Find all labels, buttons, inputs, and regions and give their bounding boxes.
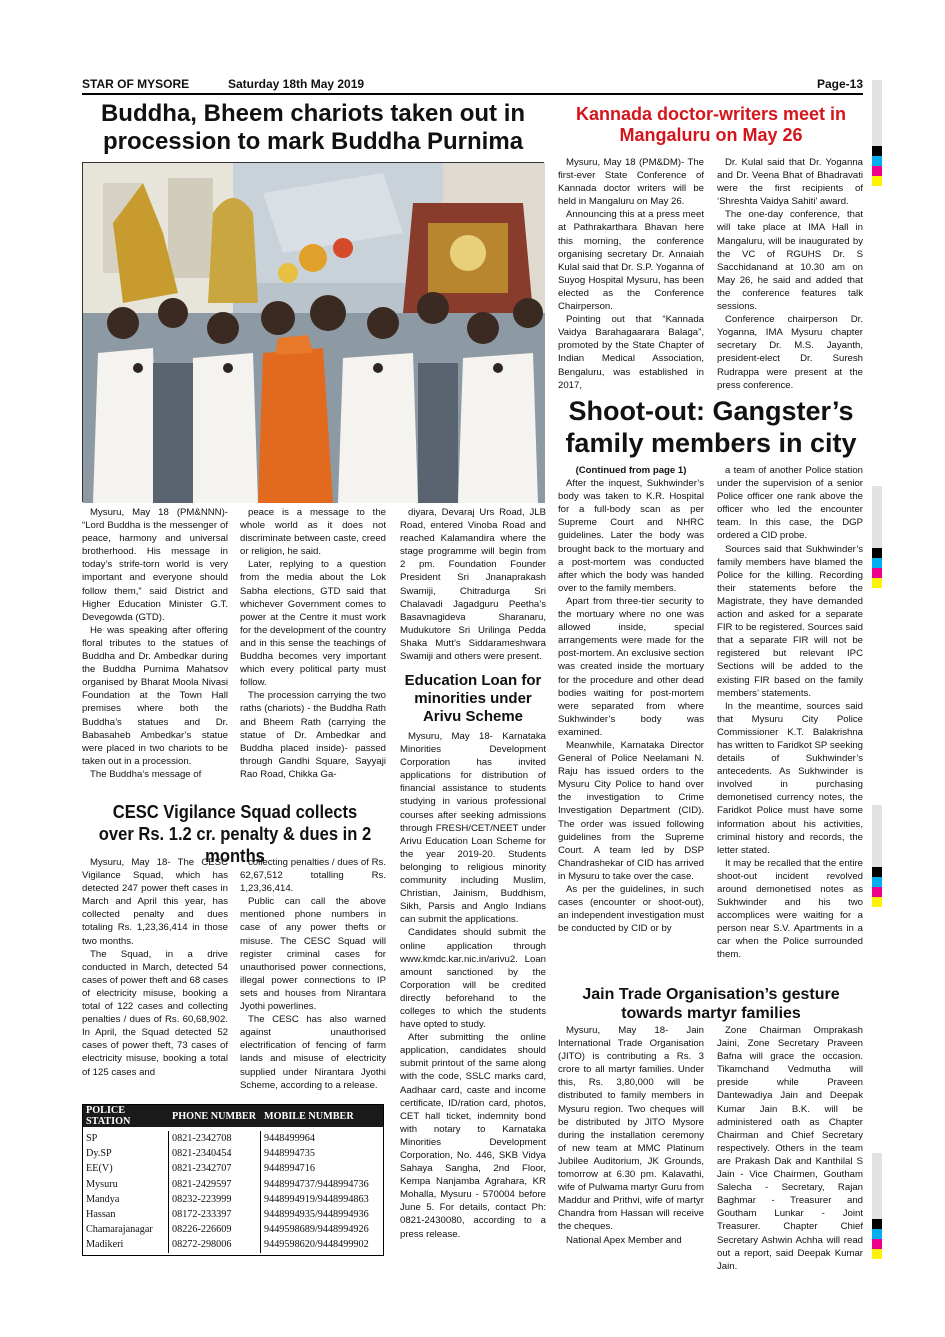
police-contact-table — [82, 1104, 384, 1256]
table-header-row — [83, 1105, 383, 1127]
table-body — [83, 1127, 383, 1253]
paragraph: The CESC has also warned against unauthorised electrification of fencing of farm lands and misuse of electricity supplied under Nirantara Jyothi Scheme, according to a release. — [240, 1014, 386, 1091]
registration-marks — [872, 146, 882, 186]
registration-tint-strip — [872, 486, 882, 548]
buddha-column-3 — [400, 506, 546, 670]
registration-marks — [872, 1219, 882, 1259]
paragraph: Later, replying to a question from the media about the Lok Sabha elections, GTD said that whichever Government comes to power at the Centre it must work for the development of the country and in this sense the teachings of Buddha becomes very important which every political party must follow. — [240, 559, 386, 689]
paragraph: Announcing this at a press meet at Pathrakarthara Bhavan here this morning, the conference organising secretary Dr. Annaiah Kulal said that Dr. S.P. Yoganna of Suyog Hospital Mysuru, has been elected as the Conference Chairperson. — [558, 209, 704, 313]
registration-tint-strip — [872, 805, 882, 867]
table-cell: Mysuru — [83, 1177, 169, 1192]
table-row — [83, 1207, 383, 1222]
table-cell: 9449598689/9448994926 — [264, 1224, 369, 1236]
table-row — [83, 1222, 383, 1237]
education-headline: Education Loan for minorities under Arivu Scheme — [404, 672, 542, 725]
registration-black — [872, 1219, 882, 1229]
table-cell: 0821-2342707 — [169, 1161, 261, 1176]
registration-magenta — [872, 1239, 882, 1249]
registration-yellow — [872, 578, 882, 588]
registration-marks — [872, 548, 882, 588]
jain-column-1 — [558, 1024, 704, 1266]
table-header-cell: POLICE STATION — [86, 1105, 131, 1127]
buddha-headline: Buddha, Bheem chariots taken out in procession to mark Buddha Purnima — [100, 100, 526, 156]
shootout-column-2 — [717, 464, 863, 984]
jain-headline: Jain Trade Organisation’s gesture towards martyr families — [582, 986, 840, 1023]
paragraph: diyara, Devaraj Urs Road, JLB Road, entered Vinoba Road and reached Kalamandira where the stage programme will begin from 2 pm. Foundation Founder President Sri Jnanaprakash Swamiji, Chitradurga Sri Chalavadi Jagadguru Peetha’s Basavnagideva Sharanaru, Mudukutore Sri Urilinga Pedda Shaka Mutt’s Siddarameshwara Swamiji and others were present. — [400, 507, 546, 663]
table-cell: 9449598620/9448499902 — [264, 1239, 369, 1251]
table-cell: 9448994737/9448994736 — [264, 1178, 369, 1190]
registration-yellow — [872, 1249, 882, 1259]
page-header — [82, 77, 863, 95]
paragraph: Apart from three-tier security to the mortuary where no one was allowed inside, special arrangements were made for the post-mortem. An exclusive section was created inside the mortuary for the procedure and other dead bodies waiting for post-mortem were separated from where Sukhwinder’s body was examined. — [558, 595, 704, 738]
procession-photo — [82, 162, 544, 502]
paragraph: Candidates should submit the online application through www.kmdc.kar.nic.in/arivu2. Loan amount sanctioned by the Corporation will be credited directly beforehand to the colleges to which the students have opted to study. — [400, 927, 546, 1031]
jain-column-2 — [717, 1024, 863, 1272]
kannada-headline: Kannada doctor-writers meet in Mangaluru on May 26 — [575, 104, 847, 146]
paragraph: It may be recalled that the entire shoot-out incident revolved around demonetised notes as Sukhwinder and his two accomplices were waiting for a person near S.V. Apartments in a car when the Police surrounded them. — [717, 857, 863, 961]
table-cell: Madikeri — [83, 1237, 169, 1252]
cesc-column-2 — [240, 856, 386, 1096]
paragraph: After submitting the online application, candidates should submit printout of the same along with the code, SSLC marks card, Aadhaar card, caste and income certificate, ID/ration card, photos, CET hall ticket, indemnity bond with notary to Karnataka Minorities Development Corporation, No. 446, SKB Vidya Sahaya Sangha, 2nd Floor, Kempa Nanjamba Agrahara, KR Mohalla, Mysuru - 570004 before June 5. For details, contact Ph: 0821-2430080, according to a press release. — [400, 1032, 546, 1240]
issue-date: Saturday 18th May 2019 — [228, 77, 365, 91]
table-cell: 08232-223999 — [169, 1192, 261, 1207]
registration-black — [872, 548, 882, 558]
kannada-column-2 — [717, 156, 863, 392]
table-cell: 0821-2429597 — [169, 1177, 261, 1192]
registration-black — [872, 146, 882, 156]
paragraph: Sources said that Sukhwinder’s family members have blamed the Police for the killing. Recording their statements before the Magistrate, they have demanded action and asked for a separate FIR to be registered. Sources said that a separate FIR will not be registered but relevant IPC Sections will be added to the existing FIR based on the family members’ statements. — [717, 543, 863, 699]
paragraph: Conference chairperson Dr. Yoganna, IMA Mysuru chapter secretary Dr. M.S. Jayanth, president-elect Dr. Suresh Rudrappa were present at the press conference. — [717, 314, 863, 391]
table-cell: 0821-2340454 — [169, 1146, 261, 1161]
paragraph: The procession carrying the two raths (chariots) - the Buddha Rath and Bheem Rath (carrying the statue of Dr. Ambedkar and Buddha placed inside)- passed through Gandhi Square, Sayyaji Rao Road, Chikka Ga- — [240, 690, 386, 780]
table-cell: 08226-226609 — [169, 1222, 261, 1237]
paragraph: Public can call the above mentioned phone numbers in case of any power thefts or misuse. The CESC Squad will register criminal cases for unauthorised power connections, illegal power connections to IP sets and houses from Nirantara Jyothi powerlines. — [240, 896, 386, 1013]
paragraph: He was speaking after offering floral tributes to the statues of Buddha and Dr. Ambedkar during the Buddha Purnima Mahatsov organised by Bharat Moola Nivasi Foundation at the Town Hall premises where both the Buddha’s statues and Dr. Babasaheb Ambedkar’s statue were placed in two chariots to be taken out in a procession. — [82, 624, 228, 767]
paragraph: Mysuru, May 18- The CESC Vigilance Squad, which has detected 247 power theft cases in March and April this year, has collected penalty and dues totaling Rs. 1,23,36,414 in those two months. — [82, 857, 228, 947]
registration-black — [872, 867, 882, 877]
shootout-column-1 — [558, 464, 704, 984]
table-cell: 0821-2342708 — [169, 1131, 261, 1146]
table-cell: 08272-298006 — [169, 1237, 261, 1252]
paragraph: a team of another Police station under the supervision of a senior Police officer one rank above the officer who led the encounter team. In this case, the DGP ordered a CID probe. — [717, 465, 863, 542]
table-row — [83, 1237, 383, 1252]
paragraph: As per the guidelines, in such cases (encounter or shoot-out), an independent investigation must be conducted by CID or by — [558, 884, 704, 935]
table-cell: 9448994735 — [264, 1148, 315, 1160]
paragraph: National Apex Member and — [566, 1234, 682, 1246]
table-cell: Hassan — [83, 1207, 169, 1222]
paragraph: Mysuru, May 18- Jain International Trade Organisation (JITO) is contributing a Rs. 3 crore to all martyr families. Under this, Rs. 3,80,000 will be distributed to family members in Mysuru region. Two cheques will be distributed by JITO Mysore during the installation ceremony of new team at MMC Platinum Jubilee Auditorium, JK Grounds, tomorrow at 6.30 pm. Kalavathi, wife of Pulwama martyr Guru from Maddur and Prithvi, wife of martyr Chandra from Hassan will receive the cheques. — [558, 1025, 704, 1233]
table-cell: Mandya — [83, 1192, 169, 1207]
registration-yellow — [872, 176, 882, 186]
table-cell: 08172-233397 — [169, 1207, 261, 1222]
registration-tint-strip — [872, 1153, 882, 1219]
table-row — [83, 1177, 383, 1192]
registration-yellow — [872, 897, 882, 907]
table-cell: Dy.SP — [83, 1146, 169, 1161]
paragraph: After the inquest, Sukhwinder’s body was taken to K.R. Hospital for a full-body scan as per Supreme Court and NHRC guidelines. Later the body was brought back to the mortuary and a post-mortem was conducted after which the body was handed over to the family members. — [558, 478, 704, 594]
paragraph: In the meantime, sources said that Mysuru City Police Commissioner K.T. Balakrishna has written to Faridkot SP seeking details of Sukhwinder’s antecedents. As Sukhwinder is involved in purchasing demonetised currency notes, the Faridkot Police must have some information about his activities, criminal history and records, the letter stated. — [717, 700, 863, 856]
registration-cyan — [872, 156, 882, 166]
paragraph: Mysuru, May 18 (PM&DM)- The first-ever State Conference of Kannada doctor writers will be held in Mangaluru on May 26. — [558, 157, 704, 208]
kannada-column-1 — [558, 156, 704, 392]
education-column — [400, 730, 546, 1265]
cesc-headline: CESC Vigilance Squad collects over Rs. 1.2 cr. penalty & dues in 2 months — [98, 802, 372, 866]
paragraph: Meanwhile, Karnataka Director General of Police Neelamani N. Raju has issued orders to the Mysuru City Police to hand over the investigation to Crime Investigation Department (CID). The order was issued following guidelines from the Supreme Court. A team led by DSP Chandrashekar of CID has arrived in Mysuru to take over the case. — [558, 739, 704, 882]
registration-cyan — [872, 558, 882, 568]
paragraph: peace is a message to the whole world as it does not discriminate between caste, creed or religion, he said. — [240, 507, 386, 558]
paragraph: Dr. Kulal said that Dr. Yoganna and Dr. Veena Bhat of Bhadravati were the first recipients of ‘Shreshta Vaidya Sahiti’ award. — [717, 157, 863, 208]
table-cell: SP — [83, 1131, 169, 1146]
paragraph: collecting penalties / dues of Rs. 62,67,512 totalling Rs. 1,23,36,414. — [240, 857, 386, 895]
table-row — [83, 1131, 383, 1146]
registration-magenta — [872, 568, 882, 578]
registration-cyan — [872, 1229, 882, 1239]
registration-magenta — [872, 887, 882, 897]
registration-tint-strip — [872, 80, 882, 146]
paragraph: Zone Chairman Omprakash Jaini, Zone Secretary Praveen Bafna will grace the occasion. Tikamchand Vedmutha will preside while Praveen Dantewadiya Jain and Deepak Kumar Jain B.K. will be administered oath as Chapter Chairman and Chief Secretary respectively. Others in the team are Prakash Dak and Kanthilal S Jain - Vice Chairmen, Goutham Salecha - Secretary, Rajan Baghmar - Treasurer and Goutham Lunkar - Joint Treasurer. Chapter Chief Secretary Ashwin Achha will read out a report, said Deepak Kumar Jain. — [717, 1025, 863, 1272]
table-row — [83, 1192, 383, 1207]
table-cell: 9448994935/9448994936 — [264, 1209, 369, 1221]
paragraph: Mysuru, May 18 (PM&NNN)- “Lord Buddha is the messenger of peace, harmony and universal brotherhood. His message in today’s strife-torn world is very important and everyone should follow them,” said District and Higher Education Minister G.T. Devegowda (GTD). — [82, 507, 228, 623]
paragraph: The Squad, in a drive conducted in March, detected 54 cases of power theft and 68 cases of electricity misuse, booking a total of 122 cases and collecting penalties / dues of Rs. 60,68,902. In April, the Squad detected 52 cases of power theft, 73 cases of electricity misuse, booking a total of 125 cases and — [82, 948, 228, 1078]
registration-magenta — [872, 166, 882, 176]
buddha-column-1 — [82, 506, 228, 798]
continued-note: (Continued from page 1) — [575, 465, 687, 476]
table-row — [83, 1146, 383, 1161]
table-cell: 9448499964 — [264, 1133, 315, 1145]
page-number: Page-13 — [816, 77, 863, 91]
buddha-column-2 — [240, 506, 386, 798]
registration-marks — [872, 867, 882, 907]
table-row — [83, 1161, 383, 1176]
paragraph: Pointing out that “Kannada Vaidya Barahagaarara Balaga”, promoted by the State Chapter of Indian Medical Association, Bengaluru, was established in 2017, — [558, 314, 704, 391]
publication-name: STAR OF MYSORE — [82, 77, 190, 91]
paragraph: Mysuru, May 18- Karnataka Minorities Development Corporation has invited applications for distribution of financial assistance to students studying in various professional courses after seeking admissions through FRESH/CET/NEET under Arivu Education Loan Scheme for the year 2019-20. Students belonging to religious minority community including Muslim, Christian, Jainism, Buddhism, Sikh, Parsis and Anglo Indians can submit the applications. — [400, 731, 546, 926]
shootout-headline: Shoot-out: Gangster’s family members in city — [565, 396, 857, 459]
cesc-column-1 — [82, 856, 228, 1096]
table-cell: Chamarajanagar — [83, 1222, 169, 1237]
table-cell: EE(V) — [83, 1161, 169, 1176]
procession-photo-graphic — [83, 163, 545, 503]
registration-cyan — [872, 877, 882, 887]
table-header-cell: MOBILE NUMBER — [264, 1110, 354, 1122]
table-header-cell: PHONE NUMBER — [172, 1110, 257, 1122]
table-cell: 9448994919/9448994863 — [264, 1193, 369, 1205]
paragraph: The Buddha’s message of — [90, 768, 202, 780]
paragraph: The one-day conference, that will take place at IMA Hall in Mangaluru, will be inaugurated by the VC of RGUHS Dr. S Sacchidanand at 10.30 am on May 26, he said and added that the conference features talk sessions. — [717, 209, 863, 313]
table-cell: 9448994716 — [264, 1163, 315, 1175]
